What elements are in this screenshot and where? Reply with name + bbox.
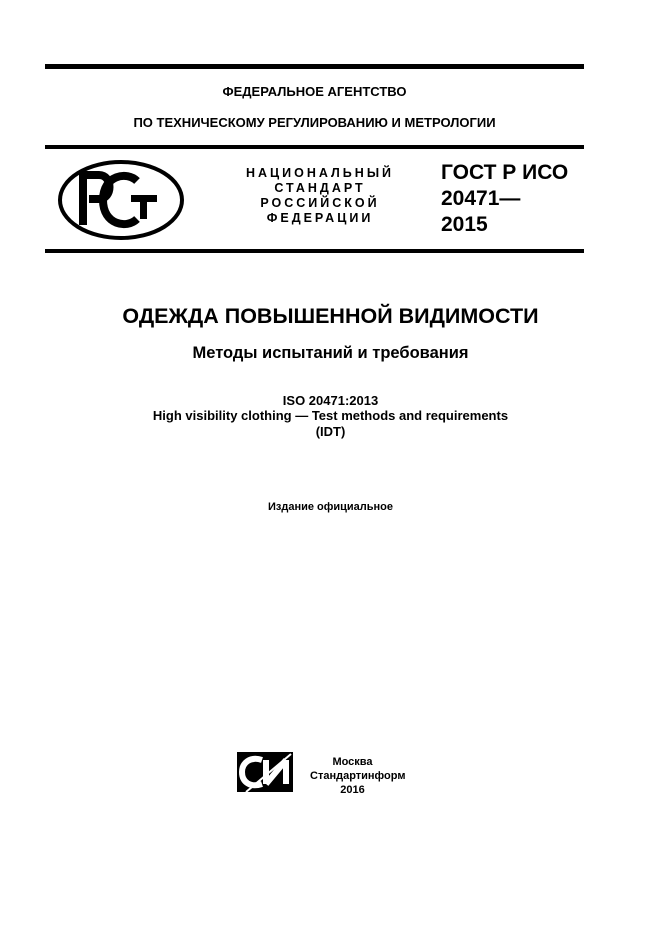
top-rule bbox=[45, 64, 584, 69]
designation-line-3: 2015 bbox=[441, 213, 488, 236]
middle-rule bbox=[45, 145, 584, 149]
lower-rule bbox=[45, 249, 584, 253]
iso-degree: (IDT) bbox=[315, 424, 346, 439]
edition-label: Издание официальное bbox=[267, 501, 394, 513]
designation-line-2: 20471— bbox=[441, 187, 521, 210]
rst-emblem-lettering bbox=[83, 175, 157, 225]
rst-emblem-icon bbox=[57, 159, 185, 241]
standartinform-logo-icon bbox=[236, 751, 294, 793]
agency-line-2: ПО ТЕХНИЧЕСКОМУ РЕГУЛИРОВАНИЮ И МЕТРОЛОГИИ bbox=[133, 115, 496, 130]
publisher-name: Стандартинформ bbox=[310, 770, 406, 782]
publisher-info bbox=[310, 755, 406, 797]
iso-title: High visibility clothing — Test methods and requirements bbox=[152, 408, 509, 423]
designation-line-1: ГОСТ Р ИСО bbox=[441, 161, 569, 184]
standard-type-line-2: СТАНДАРТ bbox=[274, 181, 366, 195]
standard-designation bbox=[441, 160, 568, 238]
standard-type-line-1: НАЦИОНАЛЬНЫЙ bbox=[245, 166, 395, 180]
iso-number: ISO 20471:2013 bbox=[282, 393, 379, 408]
publisher-year: 2016 bbox=[340, 784, 365, 796]
agency-line-1: ФЕДЕРАЛЬНОЕ АГЕНТСТВО bbox=[222, 84, 407, 99]
standard-type-line-3: РОССИЙСКОЙ bbox=[260, 196, 380, 210]
standard-type-line-4: ФЕДЕРАЦИИ bbox=[266, 211, 374, 225]
standard-type bbox=[225, 166, 415, 226]
publisher-city: Москва bbox=[332, 756, 373, 768]
document-subtitle: Методы испытаний и требования bbox=[192, 344, 469, 362]
document-title: ОДЕЖДА ПОВЫШЕННОЙ ВИДИМОСТИ bbox=[122, 304, 539, 328]
